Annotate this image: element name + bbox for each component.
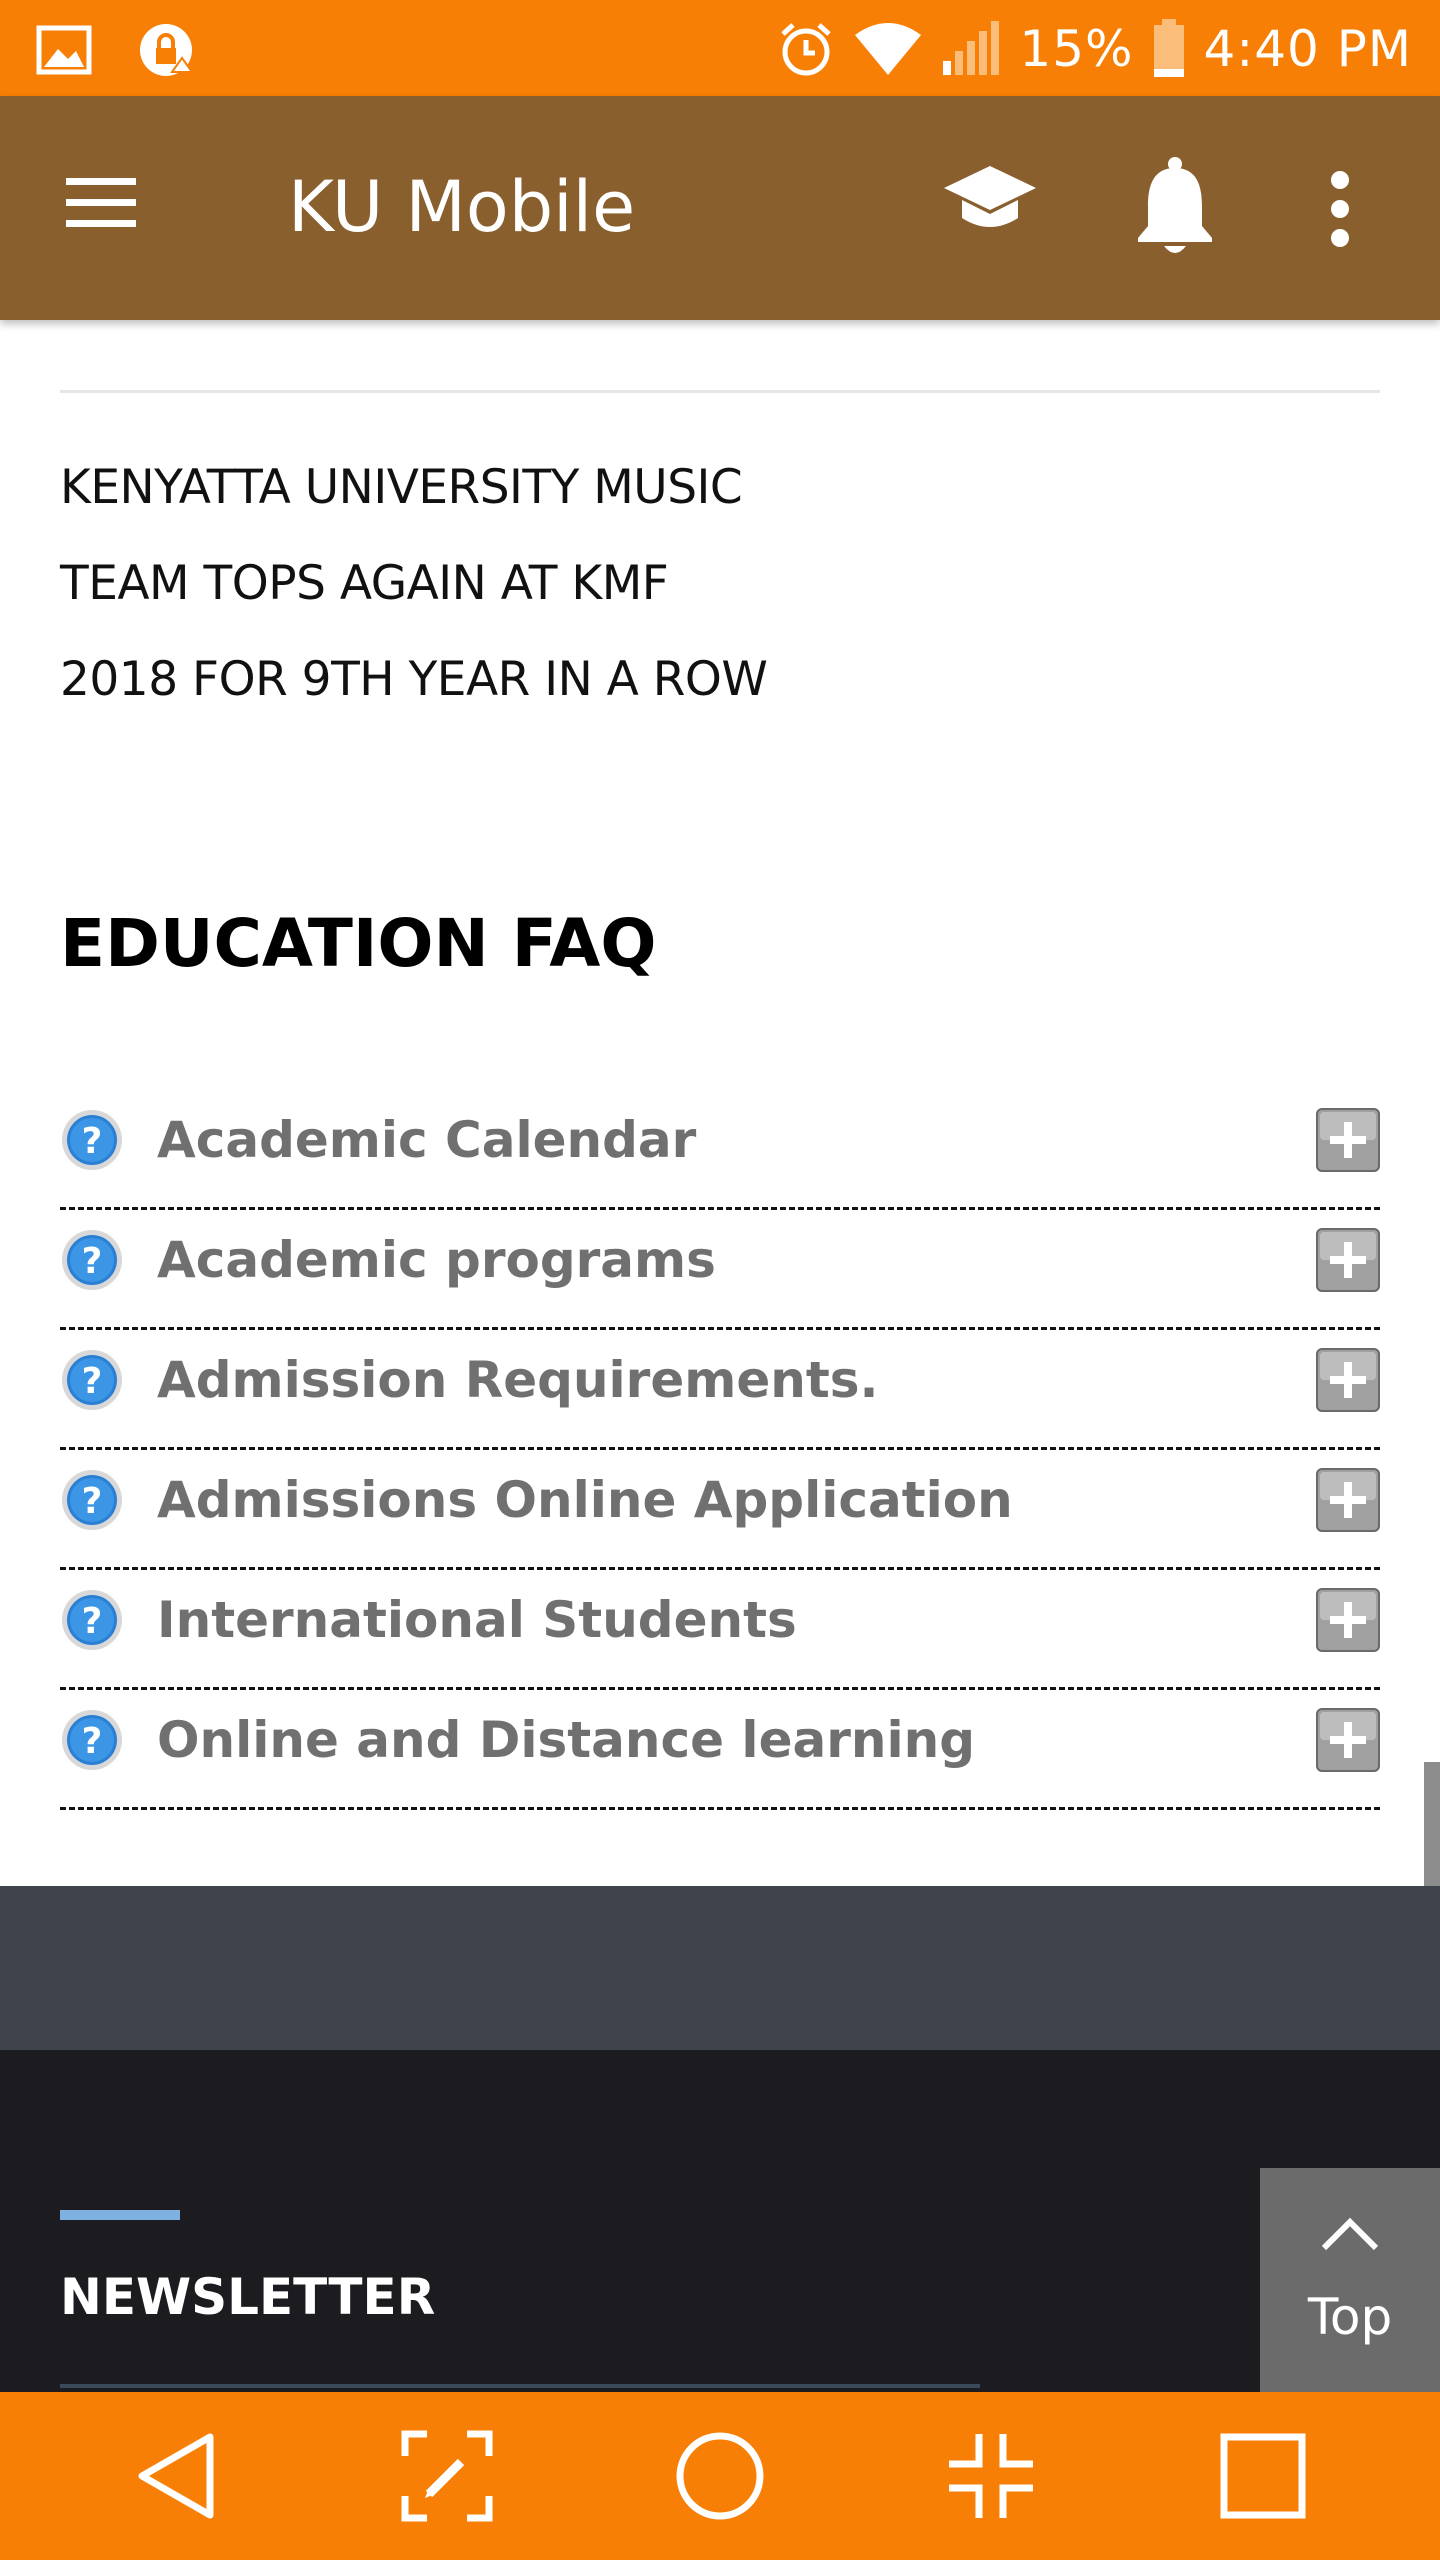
app-bar	[0, 96, 1440, 320]
battery-percentage: 15%	[1019, 20, 1134, 78]
svg-text:?: ?	[81, 1601, 103, 1642]
graduation-cap-icon	[940, 156, 1040, 246]
faq-item[interactable]	[60, 1690, 1380, 1810]
question-icon	[60, 1588, 124, 1652]
expand-plus-icon[interactable]	[1316, 1348, 1380, 1412]
svg-text:?: ?	[81, 1361, 103, 1402]
question-icon	[60, 1108, 124, 1172]
footer	[0, 2050, 1440, 2392]
divider	[60, 390, 1380, 393]
faq-item-label: Academic Calendar	[157, 1111, 697, 1169]
battery-icon	[1152, 19, 1186, 79]
expand-plus-icon[interactable]	[1316, 1708, 1380, 1772]
menu-button[interactable]	[60, 162, 160, 252]
back-triangle-icon	[132, 2431, 222, 2521]
chevron-up-icon	[1318, 2214, 1382, 2254]
svg-text:?: ?	[81, 1721, 103, 1762]
collapse-icon	[943, 2428, 1039, 2524]
expand-plus-icon[interactable]	[1316, 1588, 1380, 1652]
faq-item[interactable]	[60, 1330, 1380, 1450]
faq-item[interactable]	[60, 1090, 1380, 1210]
news-headline-line: TEAM TOPS AGAIN AT KMF	[60, 556, 669, 611]
home-button[interactable]	[665, 2426, 775, 2526]
status-left-icons	[36, 20, 202, 80]
svg-text:?: ?	[81, 1481, 103, 1522]
faq-item-label: Online and Distance learning	[157, 1711, 975, 1769]
back-button[interactable]	[122, 2426, 232, 2526]
clock: 4:40 PM	[1203, 20, 1412, 78]
newsletter-heading: NEWSLETTER	[60, 2268, 436, 2326]
notifications-button[interactable]	[1130, 154, 1240, 264]
expand-plus-icon[interactable]	[1316, 1108, 1380, 1172]
svg-text:?: ?	[81, 1241, 103, 1282]
app-title: KU Mobile	[288, 166, 636, 248]
faq-item[interactable]	[60, 1450, 1380, 1570]
news-headline[interactable]	[60, 440, 860, 728]
hamburger-menu-icon	[60, 162, 140, 242]
status-right	[777, 14, 1412, 84]
recent-apps-button[interactable]	[1208, 2426, 1318, 2526]
question-icon	[60, 1228, 124, 1292]
faq-item-label: Admissions Online Application	[157, 1471, 1013, 1529]
faq-heading: EDUCATION FAQ	[60, 905, 657, 982]
question-icon	[60, 1708, 124, 1772]
newsletter-input-underline	[60, 2384, 980, 2388]
lock-notification-icon	[138, 20, 202, 80]
alarm-icon	[777, 20, 835, 78]
question-icon	[60, 1468, 124, 1532]
news-headline-line: KENYATTA UNIVERSITY MUSIC	[60, 460, 743, 515]
capture-edit-icon	[399, 2428, 495, 2524]
wifi-icon	[853, 21, 923, 77]
bell-icon	[1130, 154, 1220, 264]
scroll-to-top-label: Top	[1307, 2288, 1393, 2346]
academics-button[interactable]	[940, 156, 1050, 256]
faq-item[interactable]	[60, 1570, 1380, 1690]
news-headline-line: 2018 FOR 9TH YEAR IN A ROW	[60, 652, 768, 707]
scroll-to-top-button[interactable]	[1260, 2168, 1440, 2392]
question-icon	[60, 1348, 124, 1412]
recents-square-icon	[1218, 2431, 1308, 2521]
faq-item-label: International Students	[157, 1591, 797, 1649]
faq-item-label: Admission Requirements.	[157, 1351, 879, 1409]
faq-list	[60, 1090, 1380, 1810]
svg-text:?: ?	[81, 1121, 103, 1162]
footer-band	[0, 1886, 1440, 2050]
more-options-button[interactable]	[1320, 154, 1380, 264]
signal-icon	[941, 21, 1001, 77]
newsletter-accent-bar	[60, 2210, 180, 2220]
home-circle-icon	[674, 2430, 766, 2522]
expand-plus-icon[interactable]	[1316, 1468, 1380, 1532]
faq-item-label: Academic programs	[157, 1231, 716, 1289]
more-vertical-icon	[1320, 154, 1360, 264]
screen-capture-button[interactable]	[392, 2426, 502, 2526]
gallery-icon	[36, 25, 92, 75]
navigation-bar	[0, 2392, 1440, 2560]
expand-plus-icon[interactable]	[1316, 1228, 1380, 1292]
faq-item[interactable]	[60, 1210, 1380, 1330]
status-bar	[0, 0, 1440, 96]
split-screen-button[interactable]	[936, 2426, 1046, 2526]
